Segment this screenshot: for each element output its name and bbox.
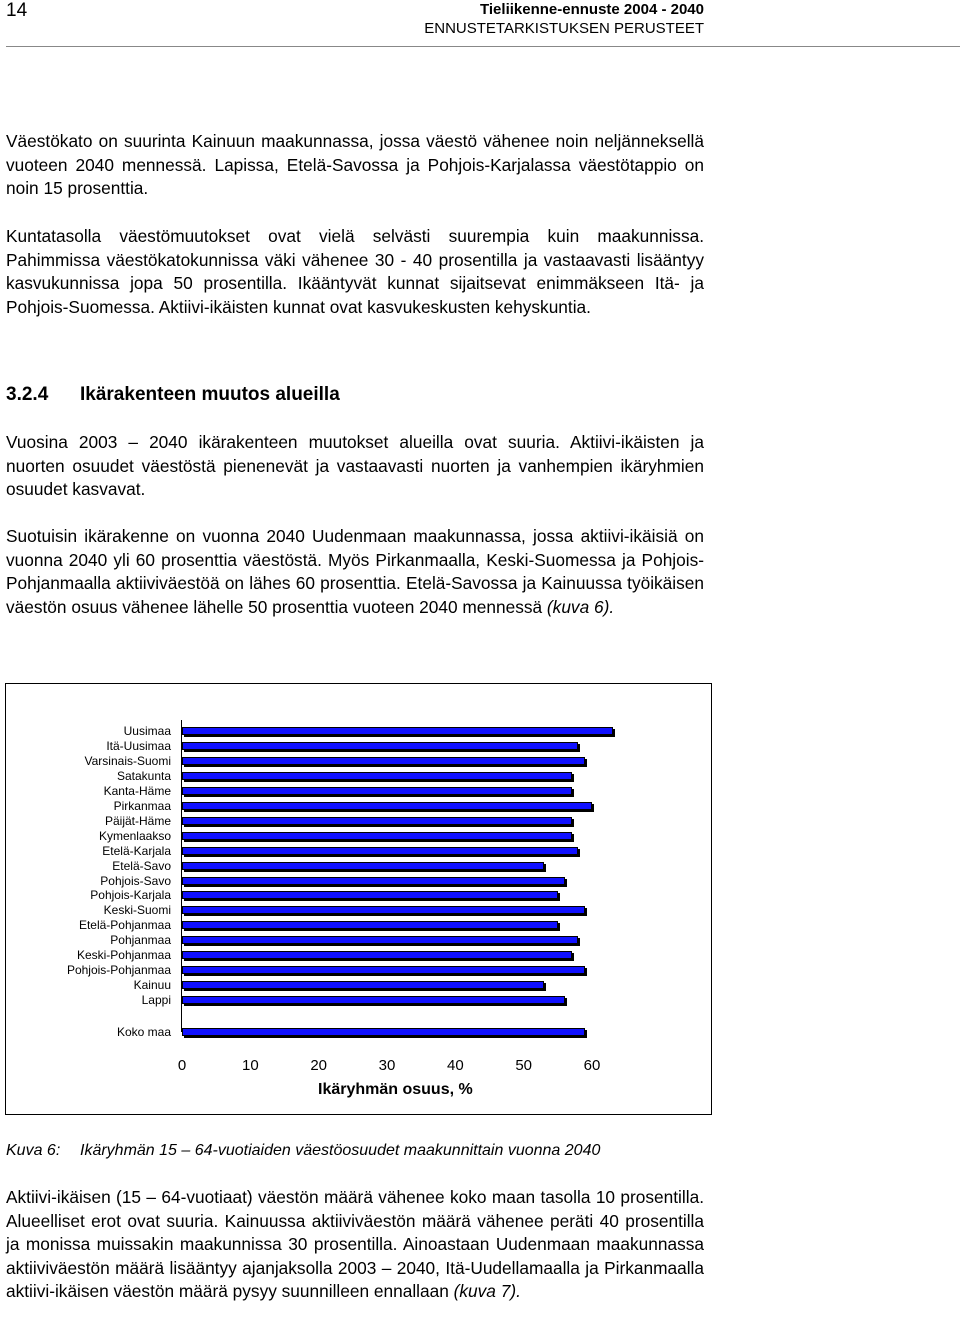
category-label: Kainuu [133,978,171,993]
figure-caption-text: Ikäryhmän 15 – 64-vuotiaiden väestöosuudet maakunnittain vuonna 2040 [80,1142,601,1159]
category-label: Etelä-Savo [112,858,171,873]
bar [182,951,572,959]
figure-reference-7: (kuva 7). [453,1281,521,1302]
figure-caption-label: Kuva 6: [6,1142,61,1159]
category-label: Keski-Suomi [103,903,171,918]
paragraph-2: Kuntatasolla väestömuutokset ovat vielä selvästi suurempia kuin maakunnissa. Pahimmissa väestökatokunnissa väki vähenee 30 - 40 prosentilla ja vastaavasti lisääntyy kasvukunnissa jopa 50 prosentilla. Ikääntyvät kunnat sijaitsevat enimmäkseen Itä- ja Pohjois-Suomessa. Aktiivi-ikäisten kunnat ovat kasvukeskusten kehyskuntia. [6,226,704,317]
x-tick-label: 40 [446,1057,464,1074]
figure-reference-6: (kuva 6). [546,596,615,617]
paragraph-3: Vuosina 2003 – 2040 ikärakenteen muutokset alueilla ovat suuria. Aktiivi-ikäisten ja nuorten osuudet väestöstä pienenevät ja vastaavasti nuorten ja vanhempien ikäryhmien osuudet kasvavat. [6,432,704,500]
bar [182,906,585,914]
running-header-subtitle: ENNUSTETARKISTUKSEN PERUSTEET [424,20,704,37]
running-header-title: Tieliikenne-ennuste 2004 - 2040 [480,1,704,18]
paragraph-4-text: Suotuisin ikärakenne on vuonna 2040 Uudenmaan maakunnassa, jossa aktiivi-ikäisiä on vuonna 2040 yli 60 prosenttia väestöstä. Myös Pirkanmaalla, Keski-Suomessa ja Pohjois-Pohjanmaalla aktiiviväestöä on lähes 60 prosenttia. Etelä-Savossa ja Kainuussa työikäisen väestön osuus vähenee lähelle 50 prosenttia vuoteen 2040 mennessä [6,526,704,617]
x-tick-label: 50 [515,1057,532,1074]
section-number: 3.2.4 [6,384,49,405]
x-tick-label: 20 [310,1057,327,1074]
category-label: Etelä-Karjala [102,843,171,858]
x-tick-label: 60 [583,1057,601,1074]
x-tick-label: 30 [378,1057,396,1074]
chart-x-axis-label: Ikäryhmän osuus, % [318,1081,473,1098]
page-number: 14 [6,0,28,21]
bar [182,757,585,765]
paragraph-5-text: Aktiivi-ikäisen (15 – 64-vuotiaat) väestön määrä vähenee koko maan tasolla 10 prosentilla. Alueelliset erot ovat suuria. Kainuussa aktiiviväestön määrä vähenee peräti 40 prosentilla ja monissa muissakin maakunnissa 30 prosentilla. Ainoastaan Uudenmaan maakunnassa aktiiviväestön määrä lisääntyy ajanjaksolla 2003 – 2040, Itä-Uudellamaalla ja Pirkanmaalla aktiivi-ikäisen väestön määrä pysyy suunnilleen ennallaan [6,1187,704,1302]
category-label: Etelä-Pohjanmaa [78,918,171,933]
category-label: Päijät-Häme [104,813,171,828]
bar [182,981,544,989]
section-title: Ikärakenteen muutos alueilla [80,384,340,405]
bar [182,891,558,899]
category-label: Pirkanmaa [113,798,171,813]
category-label: Kanta-Häme [103,783,171,798]
bar [182,1028,585,1036]
bar [182,772,572,780]
section-heading [6,384,340,406]
bar [182,877,565,885]
bar [182,996,565,1004]
x-tick-label: 10 [241,1057,259,1074]
header-divider [6,46,960,47]
bar [182,966,585,974]
category-label: Keski-Pohjanmaa [76,948,171,963]
bar [182,727,613,735]
category-label: Varsinais-Suomi [84,753,171,768]
bar [182,921,558,929]
category-label: Itä-Uusimaa [106,738,171,753]
bar [182,817,572,825]
category-label: Pohjanmaa [110,933,171,948]
bar [182,847,578,855]
figure-caption [6,1142,600,1160]
x-tick-label: 0 [177,1057,187,1074]
paragraph-5 [6,1186,704,1304]
category-label: Lappi [141,993,171,1008]
bar [182,936,578,944]
category-label: Koko maa [116,1025,171,1039]
bar [182,742,578,750]
paragraph-4 [6,525,704,619]
category-label: Kymenlaakso [98,828,171,843]
bar [182,787,572,795]
category-label: Pohjois-Savo [100,873,171,888]
bar [182,862,544,870]
category-label: Pohjois-Pohjanmaa [66,963,171,978]
category-label: Satakunta [116,768,171,783]
bar [182,832,572,840]
paragraph-1: Väestökato on suurinta Kainuun maakunnassa, jossa väestö vähenee noin neljänneksellä vuoteen 2040 mennessä. Lapissa, Etelä-Savossa ja Pohjois-Karjalassa väestötappio on noin 15 prosenttia. [6,131,704,199]
category-label: Pohjois-Karjala [90,888,171,903]
running-header [424,0,704,38]
bar [182,802,592,810]
category-label: Uusimaa [123,724,171,738]
